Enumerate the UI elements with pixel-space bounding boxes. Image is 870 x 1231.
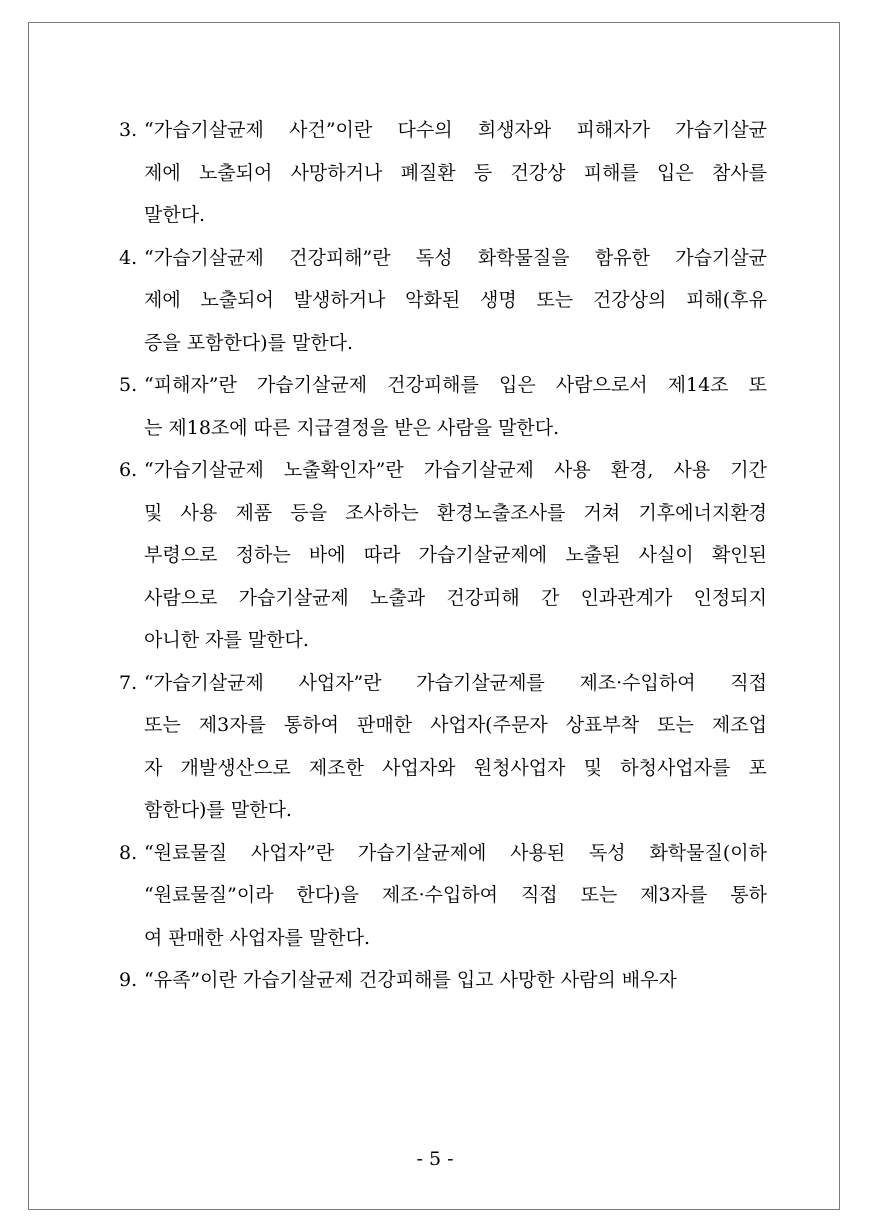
item-number: 6. [119,459,138,481]
item-text-line: “원료물질”이라 한다)을 제조·수입하여 직접 또는 제3자를 통하 [144,884,767,906]
item-text-line: “피해자”란 가습기살균제 건강피해를 입은 사람으로서 제14조 또 [144,374,767,396]
item-text-line: “가습기살균제 건강피해”란 독성 화학물질을 함유한 가습기살균 [144,246,767,269]
item-text-line: 부령으로 정하는 바에 따라 가습기살균제에 노출된 사실이 확인된 [144,544,767,566]
item-text-line: 제에 노출되어 사망하거나 폐질환 등 건강상 피해를 입은 참사를 [144,161,767,184]
item-number: 4. [119,246,138,269]
page-border [28,22,840,1210]
item-text-line: “가습기살균제 사건”이란 다수의 희생자와 피해자가 가습기살균 [144,119,767,141]
item-text-line: “원료물질 사업자”란 가습기살균제에 사용된 독성 화학물질(이하 [144,841,767,864]
item-number: 9. [119,969,138,991]
item-text-line: 제에 노출되어 발생하거나 악화된 생명 또는 건강상의 피해(후유 [144,289,767,311]
item-text-line: 말한다. [144,204,206,226]
item-text-line: 여 판매한 사업자를 말한다. [144,926,371,949]
item-text-line: “유족”이란 가습기살균제 건강피해를 입고 사망한 사람의 배우자 [144,969,677,991]
item-text-line: 함한다)를 말한다. [144,799,292,821]
page-number: - 5 - [416,1148,454,1170]
item-text-line: 및 사용 제품 등을 조사하는 환경노출조사를 거쳐 기후에너지환경 [144,501,767,524]
item-text-line: 사람으로 가습기살균제 노출과 건강피해 간 인과관계가 인정되지 [144,586,767,609]
item-number: 5. [119,374,138,396]
item-text-line: 자 개발생산으로 제조한 사업자와 원청사업자 및 하청사업자를 포 [144,756,767,779]
item-text-line: 증을 포함한다)를 말한다. [144,331,354,354]
item-number: 7. [119,671,138,694]
item-text-line: 는 제18조에 따른 지급결정을 받은 사람을 말한다. [144,416,560,439]
item-text-line: “가습기살균제 노출확인자”란 가습기살균제 사용 환경, 사용 기간 [144,459,767,481]
item-text-line: 아니한 자를 말한다. [144,629,309,651]
item-text-line: 또는 제3자를 통하여 판매한 사업자(주문자 상표부착 또는 제조업 [144,714,767,736]
item-number: 3. [119,119,138,141]
item-number: 8. [119,841,138,864]
item-text-line: “가습기살균제 사업자”란 가습기살균제를 제조·수입하여 직접 [144,671,767,694]
